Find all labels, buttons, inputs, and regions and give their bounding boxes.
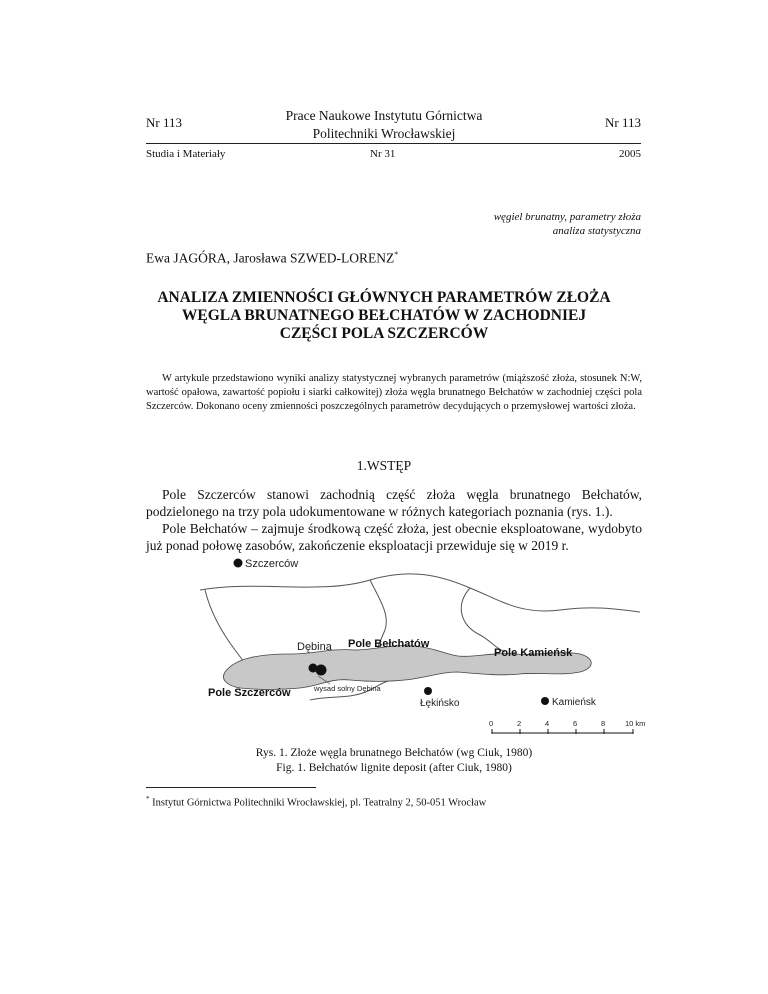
debina-marker-2: [316, 665, 327, 676]
authors: [146, 250, 398, 267]
caption-english: Fig. 1. Bełchatów lignite deposit (after Ciuk, 1980): [276, 762, 512, 774]
scale-tick-6: 6: [573, 719, 578, 728]
journal-title: [250, 107, 518, 143]
scale-bar: [489, 719, 645, 734]
header-number-left: Nr 113: [146, 115, 182, 130]
label-kamiensk: Kamieńsk: [552, 697, 596, 708]
label-pole-szczercow: Pole Szczerców: [208, 687, 291, 699]
header-rule: [146, 143, 641, 144]
river-east: [461, 588, 505, 652]
authors-names: Ewa JAGÓRA, Jarosława SZWED-LORENZ: [146, 250, 395, 266]
series-name: Studia i Materiały: [146, 148, 226, 160]
title-line1: ANALIZA ZMIENNOŚCI GŁÓWNYCH PARAMETRÓW ZŁOŻA: [157, 289, 611, 306]
footnote-rule: [146, 787, 316, 788]
title-line3: CZĘŚCI POLA SZCZERCÓW: [279, 325, 489, 342]
keywords-line2: analiza statystyczna: [552, 225, 641, 237]
scale-tick-2: 2: [517, 719, 522, 728]
footnote-marker: *: [146, 795, 150, 803]
keywords: [494, 210, 641, 238]
label-pole-belchatow: Pole Bełchatów: [348, 638, 430, 650]
paper-title: [130, 289, 638, 343]
footnote: [146, 795, 486, 809]
paragraph-1: Pole Szczerców stanowi zachodnią część złoża węgla brunatnego Bełchatów, podzielonego na trzy pola udokumentowane w różnych kategoriach poznania (rys. 1.).: [146, 487, 642, 519]
kamiensk-marker: [541, 697, 549, 705]
scale-tick-4: 4: [545, 719, 550, 728]
keywords-line1: węgiel brunatny, parametry złoża: [493, 211, 641, 223]
year: 2005: [619, 148, 641, 160]
label-szczercow-town: Szczerców: [245, 558, 299, 570]
author-footnote-mark: *: [394, 250, 399, 259]
figure-caption: [146, 746, 642, 776]
title-line2: WĘGLA BRUNATNEGO BEŁCHATÓW W ZACHODNIEJ: [181, 307, 587, 324]
szczercow-town-marker: [234, 559, 243, 568]
paragraph-2: Pole Bełchatów – zajmuje środkową część złoża, jest obecnie eksploatowane, wydobyto już ponad połowę zasobów, zakończenie eksploatacji przewiduje się w 2019 r.: [146, 521, 642, 553]
caption-polish: Rys. 1. Złoże węgla brunatnego Bełchatów (wg Ciuk, 1980): [255, 747, 533, 759]
header-number-right: Nr 113: [605, 115, 641, 130]
label-lekinsko: Łękińsko: [420, 698, 460, 709]
scale-tick-10: 10 km: [625, 719, 646, 728]
series-number: Nr 31: [370, 148, 396, 160]
footnote-text: Instytut Górnictwa Politechniki Wrocławskiej, pl. Teatralny 2, 50-051 Wrocław: [152, 797, 487, 809]
journal-title-line1: Prace Naukowe Instytutu Górnictwa: [285, 108, 483, 123]
lekinsko-marker: [424, 687, 432, 695]
river-north: [200, 574, 640, 612]
section-heading: 1.WSTĘP: [356, 458, 412, 473]
deposit-map: [140, 550, 660, 740]
journal-title-line2: Politechniki Wrocławskiej: [312, 126, 456, 141]
label-pole-kamiensk: Pole Kamieńsk: [494, 647, 573, 659]
scale-tick-8: 8: [601, 719, 606, 728]
label-debina: Dębina: [297, 641, 332, 653]
label-wysad: wysad solny Dębina: [314, 684, 381, 693]
scale-tick-0: 0: [489, 719, 494, 728]
abstract: W artykule przedstawiono wyniki analizy statystycznej wybranych parametrów (miąższość złoża, stosunek N:W, wartość opałowa, zawartość popiołu i siarki całkowitej) złoża węgla brunatnego Bełchatów w zachodniej części pola Szczerców. Dokonano oceny zmienności poszczególnych parametrów decydujących o przemysłowej wartości złoża.: [146, 373, 642, 412]
